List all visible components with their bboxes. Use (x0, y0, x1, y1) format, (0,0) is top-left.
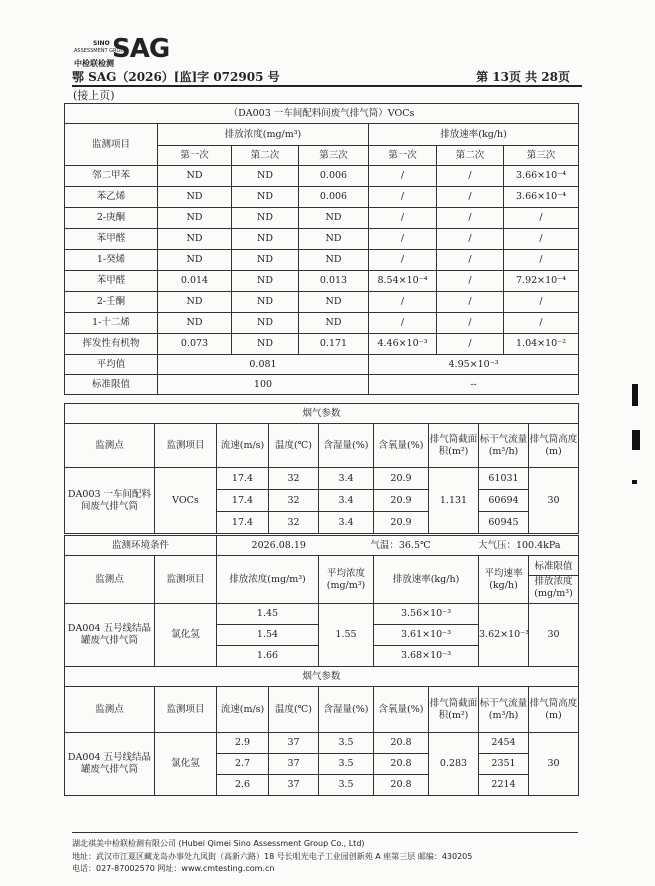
cell: ND (232, 292, 299, 313)
cell: 61031 (479, 468, 529, 490)
table-row (65, 250, 579, 271)
table-row (65, 604, 579, 625)
limit-row (65, 375, 579, 395)
cell: 17.4 (217, 490, 269, 512)
header-cell: 排气筒截面积(m²) (429, 687, 479, 733)
run-header: 第三次 (299, 146, 369, 166)
header-cell: 平均浓度(mg/m³) (319, 556, 374, 604)
cell: 2.9 (217, 733, 269, 754)
cell: / (437, 229, 504, 250)
stack-area: 1.131 (429, 468, 479, 534)
env-pressure: 大气压：100.4kPa (461, 536, 579, 556)
cell: 17.4 (217, 468, 269, 490)
cell: / (504, 229, 579, 250)
cell: 1.54 (217, 625, 319, 646)
monitor-point: DA004 五号线结晶罐废气排气筒 (65, 733, 155, 796)
header-rule (72, 85, 582, 87)
cell: / (504, 250, 579, 271)
col-rate: 排放速率(kg/h) (369, 124, 579, 146)
cell: 60694 (479, 490, 529, 512)
cell: / (369, 313, 437, 334)
cell: / (437, 187, 504, 208)
run-header: 第三次 (504, 146, 579, 166)
stack-height: 30 (529, 733, 579, 796)
run-header: 第二次 (437, 146, 504, 166)
run-header: 第一次 (369, 146, 437, 166)
table-row (65, 229, 579, 250)
cell: 0.013 (299, 271, 369, 292)
cell: 3.5 (319, 775, 374, 796)
cell: ND (232, 250, 299, 271)
header-cell: 监测点 (65, 687, 155, 733)
cell: 20.8 (374, 754, 429, 775)
cell: ND (299, 208, 369, 229)
voc-table (64, 103, 579, 395)
header-cell: 排放浓度(mg/m³) (217, 556, 319, 604)
seal-edge-mark (632, 430, 640, 450)
cell: 2351 (479, 754, 529, 775)
report-number: 鄂 SAG（2026）[监]字 072905 号 (72, 70, 280, 84)
logo-cn: 中检联检测 (74, 59, 114, 68)
stack-area: 0.283 (429, 733, 479, 796)
cell: 20.9 (374, 490, 429, 512)
compound-name: 2-庚酮 (65, 208, 158, 229)
compound-name: 邻二甲苯 (65, 166, 158, 187)
header-cell: 温度(℃) (269, 687, 319, 733)
cell: 1.45 (217, 604, 319, 625)
flue-gas-table-1 (64, 403, 579, 534)
cell: ND (232, 166, 299, 187)
header-cell: 排放速率(kg/h) (374, 556, 479, 604)
cell: 2.6 (217, 775, 269, 796)
cell: 32 (269, 512, 319, 534)
header-cell: 标干气流量(m³/h) (479, 424, 529, 468)
cell: 2214 (479, 775, 529, 796)
seal-edge-mark (632, 384, 638, 406)
seal-edge-mark (632, 480, 637, 484)
avg-conc: 1.55 (319, 604, 374, 667)
flue-title: 烟气参数 (65, 404, 579, 424)
logo-sino: SINO (93, 40, 110, 47)
cell: 20.8 (374, 775, 429, 796)
avg-rate: 4.95×10⁻³ (369, 355, 579, 375)
header-cell: 流速(m/s) (217, 687, 269, 733)
monitor-point: DA003 一车间配料间废气排气筒 (65, 468, 155, 534)
header-cell: 平均速率(kg/h) (479, 556, 529, 604)
cell: / (437, 166, 504, 187)
header-cell: 流速(m/s) (217, 424, 269, 468)
cell: 1.66 (217, 646, 319, 667)
header-cell: 标干气流量(m³/h) (479, 687, 529, 733)
monitor-item: 氯化氢 (155, 733, 217, 796)
cell: 3.68×10⁻³ (374, 646, 479, 667)
col-conc: 排放浓度(mg/m³) (158, 124, 369, 146)
cell: ND (158, 208, 232, 229)
cell: 20.9 (374, 468, 429, 490)
cell: / (369, 166, 437, 187)
cell: 4.46×10⁻³ (369, 334, 437, 355)
cell: / (437, 250, 504, 271)
header-cell: 含湿量(%) (319, 424, 374, 468)
col-item: 监测项目 (65, 124, 158, 166)
header-cell: 监测项目 (155, 424, 217, 468)
cell: / (504, 292, 579, 313)
page-number: 第 13页 共 28页 (476, 70, 570, 84)
cell: / (437, 313, 504, 334)
cell: 3.66×10⁻⁴ (504, 187, 579, 208)
header-cell: 含氧量(%) (374, 687, 429, 733)
cell: ND (158, 313, 232, 334)
monitor-item: 氯化氢 (155, 604, 217, 667)
limit-header (529, 556, 579, 604)
compound-name: 苯乙烯 (65, 187, 158, 208)
cell: 3.4 (319, 468, 374, 490)
env-label: 监测环境条件 (65, 536, 217, 556)
cell: 3.61×10⁻³ (374, 625, 479, 646)
cell: ND (158, 250, 232, 271)
header-cell: 监测点 (65, 556, 155, 604)
compound-name: 苯甲醛 (65, 229, 158, 250)
env-date: 2026.08.19 (217, 536, 341, 556)
header-cell: 监测项目 (155, 556, 217, 604)
cell: ND (232, 229, 299, 250)
footer-company: 湖北祺美中检联检测有限公司 (Hubei Qimei Sino Assessment Group Co., Ltd) (72, 839, 365, 848)
cell: 17.4 (217, 512, 269, 534)
cell: / (369, 292, 437, 313)
compound-name: 2-壬酮 (65, 292, 158, 313)
compound-name: 1-十二烯 (65, 313, 158, 334)
cell: 3.4 (319, 490, 374, 512)
table-row (65, 292, 579, 313)
cell: 20.8 (374, 733, 429, 754)
cell: 0.006 (299, 187, 369, 208)
cell: 37 (269, 754, 319, 775)
cell: 7.92×10⁻⁴ (504, 271, 579, 292)
cell: 0.171 (299, 334, 369, 355)
limit-label: 标准限值 (65, 375, 158, 395)
cell: / (437, 292, 504, 313)
logo-sub: ASSESSMENT GROUP (74, 48, 128, 54)
cell: / (437, 208, 504, 229)
limit-header-title: 标准限值 (529, 559, 578, 576)
average-row (65, 355, 579, 375)
cell: ND (232, 313, 299, 334)
header-cell: 含氧量(%) (374, 424, 429, 468)
cell: ND (232, 271, 299, 292)
limit-rate: -- (369, 375, 579, 395)
limit-header-unit: 排放浓度(mg/m³) (534, 576, 573, 599)
flue-title: 烟气参数 (65, 667, 579, 687)
hcl-table (64, 555, 579, 796)
limit-conc: 100 (158, 375, 369, 395)
cell: / (369, 250, 437, 271)
compound-name: 1-癸烯 (65, 250, 158, 271)
cell: 2.7 (217, 754, 269, 775)
run-header: 第二次 (232, 146, 299, 166)
cell: / (504, 313, 579, 334)
header-cell: 排气筒截面积(m²) (429, 424, 479, 468)
cell: ND (232, 187, 299, 208)
env-conditions (64, 535, 579, 556)
cell: 0.073 (158, 334, 232, 355)
cell: / (369, 187, 437, 208)
table-row (65, 208, 579, 229)
logo-brand: SAG (112, 34, 170, 64)
footer-address: 地址：武汉市江夏区藏龙岛办事处九凤街（高新六路）18 号长咀光电子工业园创新苑 A 座第三层 邮编：430205 (72, 851, 473, 861)
cell: / (369, 229, 437, 250)
env-temp: 气温：36.5℃ (341, 536, 461, 556)
avg-conc: 0.081 (158, 355, 369, 375)
cell: 3.5 (319, 733, 374, 754)
cell: / (504, 208, 579, 229)
compound-name: 挥发性有机物 (65, 334, 158, 355)
monitor-point: DA004 五号线结晶罐废气排气筒 (65, 604, 155, 667)
header-cell: 监测项目 (155, 687, 217, 733)
header-cell: 排气筒高度(m) (529, 687, 579, 733)
cell: 8.54×10⁻⁴ (369, 271, 437, 292)
monitor-item: VOCs (155, 468, 217, 534)
compound-name: 苯甲醛 (65, 271, 158, 292)
cell: 32 (269, 468, 319, 490)
company-logo (72, 34, 172, 70)
run-header: 第一次 (158, 146, 232, 166)
cell: 1.04×10⁻² (504, 334, 579, 355)
cell: 3.66×10⁻⁴ (504, 166, 579, 187)
table-row (65, 334, 579, 355)
voc-title: （DA003 一车间配料间废气排气筒）VOCs (65, 104, 579, 124)
avg-label: 平均值 (65, 355, 158, 375)
cell: ND (232, 208, 299, 229)
cell: 2454 (479, 733, 529, 754)
cell: 0.014 (158, 271, 232, 292)
cell: 20.9 (374, 512, 429, 534)
header-cell: 温度(℃) (269, 424, 319, 468)
cell: ND (158, 187, 232, 208)
cell: ND (299, 229, 369, 250)
cell: 0.006 (299, 166, 369, 187)
table-row (65, 271, 579, 292)
footer-rule (72, 832, 578, 833)
cell: 32 (269, 490, 319, 512)
table-row (65, 733, 579, 754)
cell: / (369, 208, 437, 229)
cell: ND (158, 292, 232, 313)
table-row (65, 187, 579, 208)
cell: ND (299, 250, 369, 271)
cell: ND (299, 292, 369, 313)
header-cell: 含湿量(%) (319, 687, 374, 733)
table-row (65, 166, 579, 187)
footer (72, 838, 472, 876)
cell: ND (232, 334, 299, 355)
cell: / (437, 334, 504, 355)
stack-height: 30 (529, 468, 579, 534)
cell: 3.56×10⁻³ (374, 604, 479, 625)
cell: / (437, 271, 504, 292)
cell: ND (158, 166, 232, 187)
cell: 60945 (479, 512, 529, 534)
cell: ND (299, 313, 369, 334)
cell: 37 (269, 775, 319, 796)
cell: 3.4 (319, 512, 374, 534)
footer-contact: 电话：027-87002570 网址：www.cmtesting.com.cn (72, 864, 275, 873)
header-cell: 监测点 (65, 424, 155, 468)
limit-value: 30 (529, 604, 579, 667)
table-row (65, 313, 579, 334)
cell: 37 (269, 733, 319, 754)
avg-rate: 3.62×10⁻³ (479, 604, 529, 667)
table-row (65, 468, 579, 490)
cell: 3.5 (319, 754, 374, 775)
cell: ND (158, 229, 232, 250)
continued-label: (接上页) (73, 89, 115, 102)
header-cell: 排气筒高度(m) (529, 424, 579, 468)
